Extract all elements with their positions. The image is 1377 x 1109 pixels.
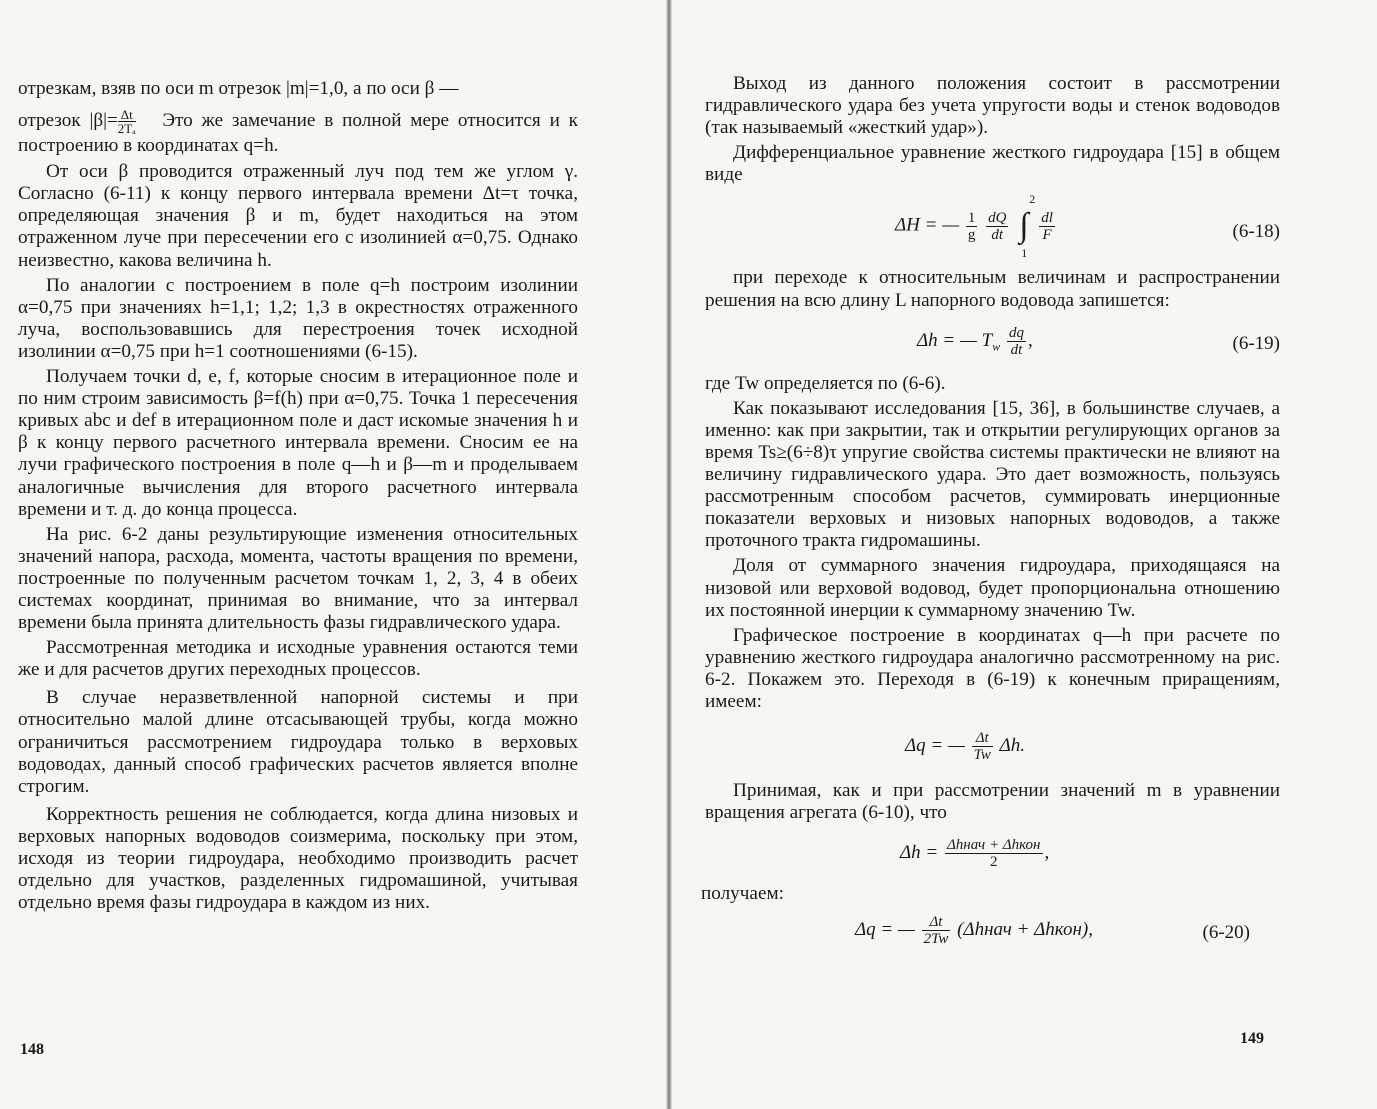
fraction: $\frac{\Delta t}{2Tw}$ [923, 914, 949, 948]
equation-number: (6-19) [1232, 332, 1280, 354]
paragraph: Как показывают исследования [15, 36], в большинстве случаев, а именно: как при закрытии, так и открытии регулирующих органов за время Ts≥(6÷8)τ упругие свойства системы практически не влияют на величину гидравлического удара. Это дает возможность, пользуясь рассмотренным способом расчетов, суммировать инерционные показатели верховых и низовых напорных водоводов, а также проточного тракта гидромашины. [705, 397, 1280, 552]
paragraph: Доля от суммарного значения гидроудара, приходящаяся на низовой или верховой водовод, будет пропорциональна отношению их постоянной инерции к суммарному значению Tw. [705, 555, 1280, 621]
fraction: $\frac{dq}{dt}$ [1008, 324, 1024, 358]
fraction: $\frac{\text{Δhнач + Δhкон}}{2}$ [946, 837, 1041, 871]
right-page [680, 0, 1377, 1109]
paragraph: В случае неразветвленной напорной системы и при относительно малой длине отсасывающей трубы, когда можно ограничиться рассмотрением гидроудара только в верховых водоводах, данный способ графических расчетов является вполне строгим. [18, 687, 578, 797]
equation-lhs: ΔH = — [895, 214, 960, 236]
equation-body: Δh = $\frac{\text{Δhнач + Δhкон}}{2}$ , [900, 837, 1050, 871]
page-number: 149 [1240, 1030, 1264, 1047]
paragraph: Дифференциальное уравнение жесткого гидроудара [15] в общем виде [705, 142, 1280, 186]
equation-dh [705, 827, 1280, 883]
paragraph: Рассмотренная методика и исходные уравнения остаются теми же и для расчетов других переходных процессов. [18, 637, 578, 681]
paragraph: Получаем точки d, e, f, которые сносим в итерационное поле и по ним строим зависимость β=f(h) при α=0,75. Точка 1 пересечения кривых abc и def в итерационном поле и даст искомые значения h и β к концу первого расчетного интервала времени. Сносим ее на лучи графического построения в поле q—h и β—m и проделываем аналогичные вычисления для второго расчетного интервала времени и т. д. до конца процесса. [18, 366, 578, 520]
fraction: $\frac{1}{g}$ [967, 209, 976, 243]
equation-number: (6-20) [1202, 922, 1250, 944]
left-page [0, 0, 668, 1109]
fraction-numerator: Δt [118, 108, 136, 122]
paragraph [18, 108, 578, 157]
integral-sign: ∫ 2 1 [1019, 192, 1036, 261]
equation-6-19 [705, 315, 1280, 373]
fraction [118, 108, 136, 135]
paragraph: На рис. 6-2 даны результирующие изменения относительных значений напора, расхода, момента, частоты вращения по времени, построенные по полученным расчетом точкам 1, 2, 3, 4 в обеих системах координат, принимая во внимание, что за интервал времени была принята длительность фазы гидравлического удара. [18, 523, 578, 634]
text-fragment: Это же замечание в полной мере относится и к построению в координатах q=h. [18, 110, 578, 157]
paragraph: Принимая, как и при рассмотрении значений m в уравнении вращения агрегата (6-10), что [705, 780, 1280, 824]
paragraph: Корректность решения не соблюдается, когда длина низовых и верховых напорных водоводов соизмерима, поскольку при этом, исходя из теории гидроудара, необходимо производить расчет отдельно для участков, разделенных гидромашиной, учитывая отдельно время фазы гидроудара в каждом из них. [18, 803, 578, 914]
paragraph: получаем: [701, 883, 784, 905]
page-number: 148 [20, 1041, 44, 1058]
equation-body: Δh = — $T_w$ $\frac{dq}{dt}$ , [917, 324, 1033, 358]
equation-body: Δq = — $\frac{\Delta t}{2Tw}$ (Δhнач + Δhкон), [855, 914, 1093, 948]
paragraph: где Tw определяется по (6-6). [705, 372, 946, 394]
equation-body: Δq = — $\frac{\Delta t}{Tw}$ Δh. [905, 730, 1026, 764]
paragraph: Графическое построение в координатах q—h при расчете по уравнению жесткого гидроудара аналогично рассмотренному на рис. 6-2. Покажем это. Переходя в (6-19) к конечным приращениям, имеем: [705, 624, 1280, 712]
text-fragment: отрезок |β|= [18, 110, 118, 131]
fraction: $\frac{\Delta t}{Tw}$ [973, 730, 991, 764]
fraction: $\frac{dl}{F}$ [1041, 209, 1053, 243]
equation-6-20 [705, 908, 1280, 964]
paragraph: От оси β проводится отраженный луч под тем же углом γ. Согласно (6-11) к концу первого интервала времени Δt=τ точка, определяющая значения β и m, будет находиться на этом отраженном луче при пересечении его с изолинией α=0,75. Однако неизвестно, какова величина h. [18, 161, 578, 271]
left-text-column [18, 78, 578, 917]
equation-6-18 [705, 189, 1280, 267]
fraction: $\frac{dQ}{dt}$ [988, 209, 1007, 243]
equation-number: (6-18) [1232, 221, 1280, 243]
equation-body [895, 192, 1057, 261]
paragraph: По аналогии с построением в поле q=h построим изолинии α=0,75 при значениях h=1,1; 1,2; 1,3 в окрестностях отраженного луча, воспользовавшись для перестроения точек исходной изолинии α=0,75 при h=1 соотношениями (6-15). [18, 274, 578, 362]
paragraph: Выход из данного положения состоит в рассмотрении гидравлического удара без учета упругости воды и стенок водоводов (так называемый «жесткий удар»). [705, 73, 1280, 139]
book-spine [666, 0, 672, 1109]
paragraph: при переходе к относительным величинам и распространении решения на всю длину L напорного водовода запишется: [705, 267, 1280, 311]
paragraph: отрезкам, взяв по оси m отрезок |m|=1,0, а по оси β — [18, 78, 459, 99]
equation-dq [705, 716, 1280, 780]
fraction-denominator: 2Tₐ [117, 121, 136, 137]
right-text-column [701, 73, 1280, 964]
